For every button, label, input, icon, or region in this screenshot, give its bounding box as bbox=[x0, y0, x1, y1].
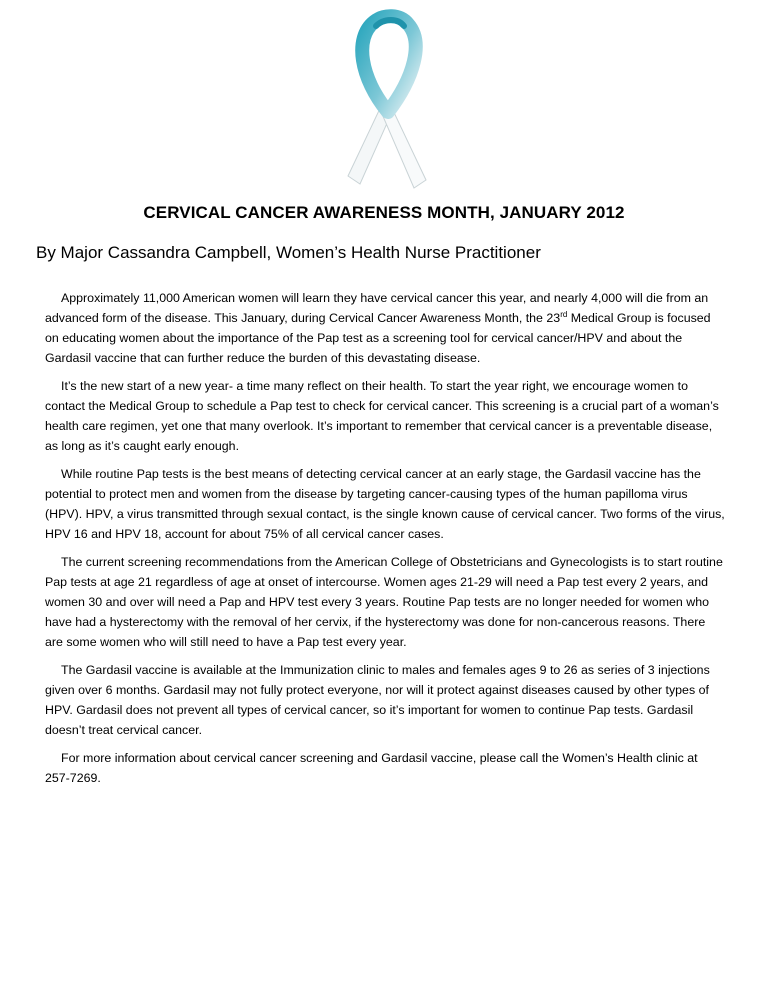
awareness-ribbon-icon bbox=[340, 8, 436, 194]
paragraph-4 bbox=[45, 552, 725, 652]
paragraph-2-text: It’s the new start of a new year- a time many reflect on their health. To start the year right, we encourage women to contact the Medical Group to schedule a Pap test to check for cervical cancer. This screening is a crucial part of a woman’s health care regimen, yet one that many overlook. It’s important to remember that cervical cancer is a preventable disease, as long as it’s caught early enough. bbox=[45, 379, 719, 453]
paragraph-1-text: Approximately 11,000 American women will learn they have cervical cancer this year, and nearly 4,000 will die from an advanced form of the disease. This January, during Cervical Cancer Awareness Month, the 23 bbox=[45, 291, 709, 325]
paragraph-6-text: For more information about cervical cancer screening and Gardasil vaccine, please call the Women’s Health clinic at 257-7269. bbox=[45, 751, 698, 785]
ordinal-suffix: rd bbox=[560, 309, 568, 319]
paragraph-6 bbox=[45, 748, 725, 788]
paragraph-4-text: The current screening recommendations from the American College of Obstetricians and Gynecologists is to start routine Pap tests at age 21 regardless of age at onset of intercourse. Women ages 21-29 will need a Pap test every 2 years, and women 30 and over will need a Pap and HPV test every 3 years. Routine Pap tests are no longer needed for women who have had a hysterectomy with the removal of her cervix, if the hysterectomy was done for non-cancerous reasons. There are some women who will still need to have a Pap test every year. bbox=[45, 555, 723, 649]
page-title: CERVICAL CANCER AWARENESS MONTH, JANUARY 2012 bbox=[143, 203, 625, 222]
byline: By Major Cassandra Campbell, Women’s Health Nurse Practitioner bbox=[36, 243, 541, 262]
paragraph-5 bbox=[45, 660, 725, 740]
paragraph-1-text-cont: Medical Group is focused on educating women about the importance of the Pap test as a screening tool for cervical cancer/HPV and about the Gardasil vaccine that can further reduce the burden of this devastating disease. bbox=[45, 311, 711, 365]
article-body bbox=[45, 288, 725, 796]
paragraph-2 bbox=[45, 376, 725, 456]
paragraph-3 bbox=[45, 464, 725, 544]
paragraph-5-text: The Gardasil vaccine is available at the Immunization clinic to males and females ages 9 to 26 as series of 3 injections given over 6 months. Gardasil may not fully protect everyone, nor will it protect against diseases caused by other types of HPV. Gardasil does not prevent all types of cervical cancer, so it’s important for women to continue Pap tests. Gardasil doesn’t treat cervical cancer. bbox=[45, 663, 710, 737]
ribbon-graphic bbox=[340, 8, 436, 194]
paragraph-3-text: While routine Pap tests is the best means of detecting cervical cancer at an early stage, the Gardasil vaccine has the potential to protect men and women from the disease by targeting cancer-causing types of the human papilloma virus (HPV). HPV, a virus transmitted through sexual contact, is the single known cause of cervical cancer. Two forms of the virus, HPV 16 and HPV 18, account for about 75% of all cervical cancer cases. bbox=[45, 467, 725, 541]
paragraph-1 bbox=[45, 288, 725, 368]
